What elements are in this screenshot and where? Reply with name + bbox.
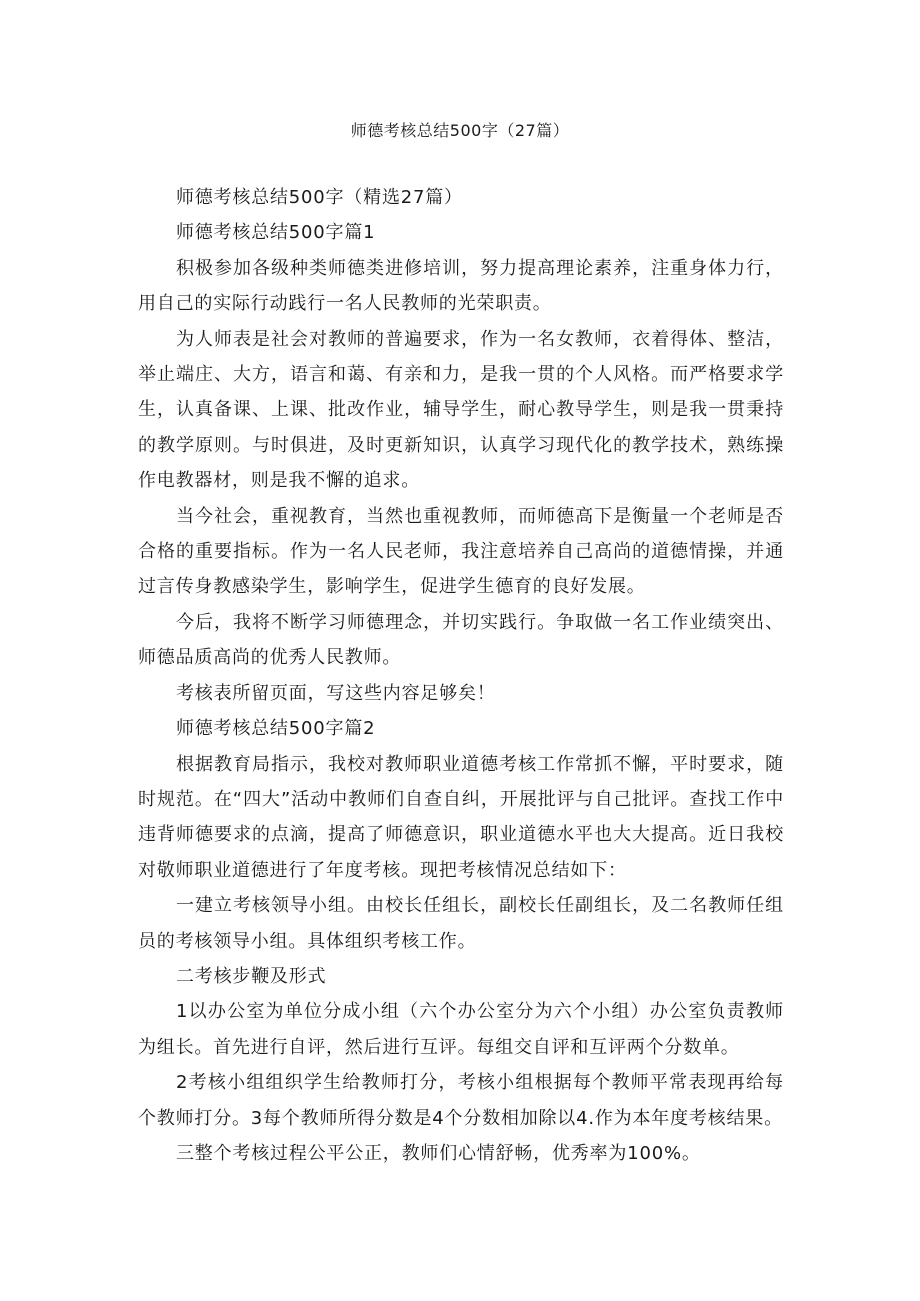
paragraph: 二考核步鞭及形式 (176, 965, 327, 987)
section-heading-1: 师德考核总结500字篇1 (176, 222, 376, 244)
paragraph: 一建立考核领导小组。由校长任组长，副校长任副组长，及二名教师任组员的考核领导小组。具体组织考核工作。 (138, 895, 784, 952)
paragraph-subtitle: 师德考核总结500字（精选27篇） (176, 187, 463, 208)
paragraph: 2考核小组组织学生给教师打分，考核小组根据每个教师平常表现再给每个教师打分。3每个教师所得分数是4个分数相加除以4.作为本年度考核结果。 (138, 1072, 784, 1129)
paragraph: 积极参加各级种类师德类进修培训，努力提高理论素养，注重身体力行，用自己的实际行动践行一名人民教师的光荣职责。 (138, 257, 784, 315)
section-heading-2: 师德考核总结500字篇2 (176, 718, 376, 740)
paragraph: 根据教育局指示，我校对教师职业道德考核工作常抓不懈，平时要求，随时规范。在“四大”活动中教师们自查自纠，开展批评与自己批评。查找工作中违背师德要求的点滴，提高了师德意识，职业道德水平也大大提高。近日我校对敬师职业道德进行了年度考核。现把考核情况总结如下： (138, 753, 784, 881)
paragraph: 三整个考核过程公平公正，教师们心情舒畅，优秀率为100%。 (176, 1142, 701, 1164)
paragraph: 考核表所留页面，写这些内容足够矣！ (176, 682, 496, 704)
paragraph: 1以办公室为单位分成小组（六个办公室分为六个小组）办公室负责教师为组长。首先进行自评，然后进行互评。每组交自评和互评两个分数单。 (138, 1001, 784, 1058)
paragraph: 为人师表是社会对教师的普遍要求，作为一名女教师，衣着得体、整洁，举止端庄、大方，语言和蔼、有亲和力，是我一贯的个人风格。而严格要求学生，认真备课、上课、批改作业，辅导学生，耐心教导学生，则是我一贯秉持的教学原则。与时俱进，及时更新知识，认真学习现代化的教学技术，熟练操作电教器材，则是我不懈的追求。 (138, 328, 784, 492)
document-body (138, 180, 784, 1171)
document-title: 师德考核总结500字（27篇） (350, 121, 570, 140)
paragraph: 今后，我将不断学习师德理念，并切实践行。争取做一名工作业绩突出、师德品质高尚的优秀人民教师。 (138, 611, 784, 669)
paragraph: 当今社会，重视教育，当然也重视教师，而师德高下是衡量一个老师是否合格的重要指标。作为一名人民老师，我注意培养自己高尚的道德情操，并通过言传身教感染学生，影响学生，促进学生德育的良好发展。 (138, 505, 784, 598)
